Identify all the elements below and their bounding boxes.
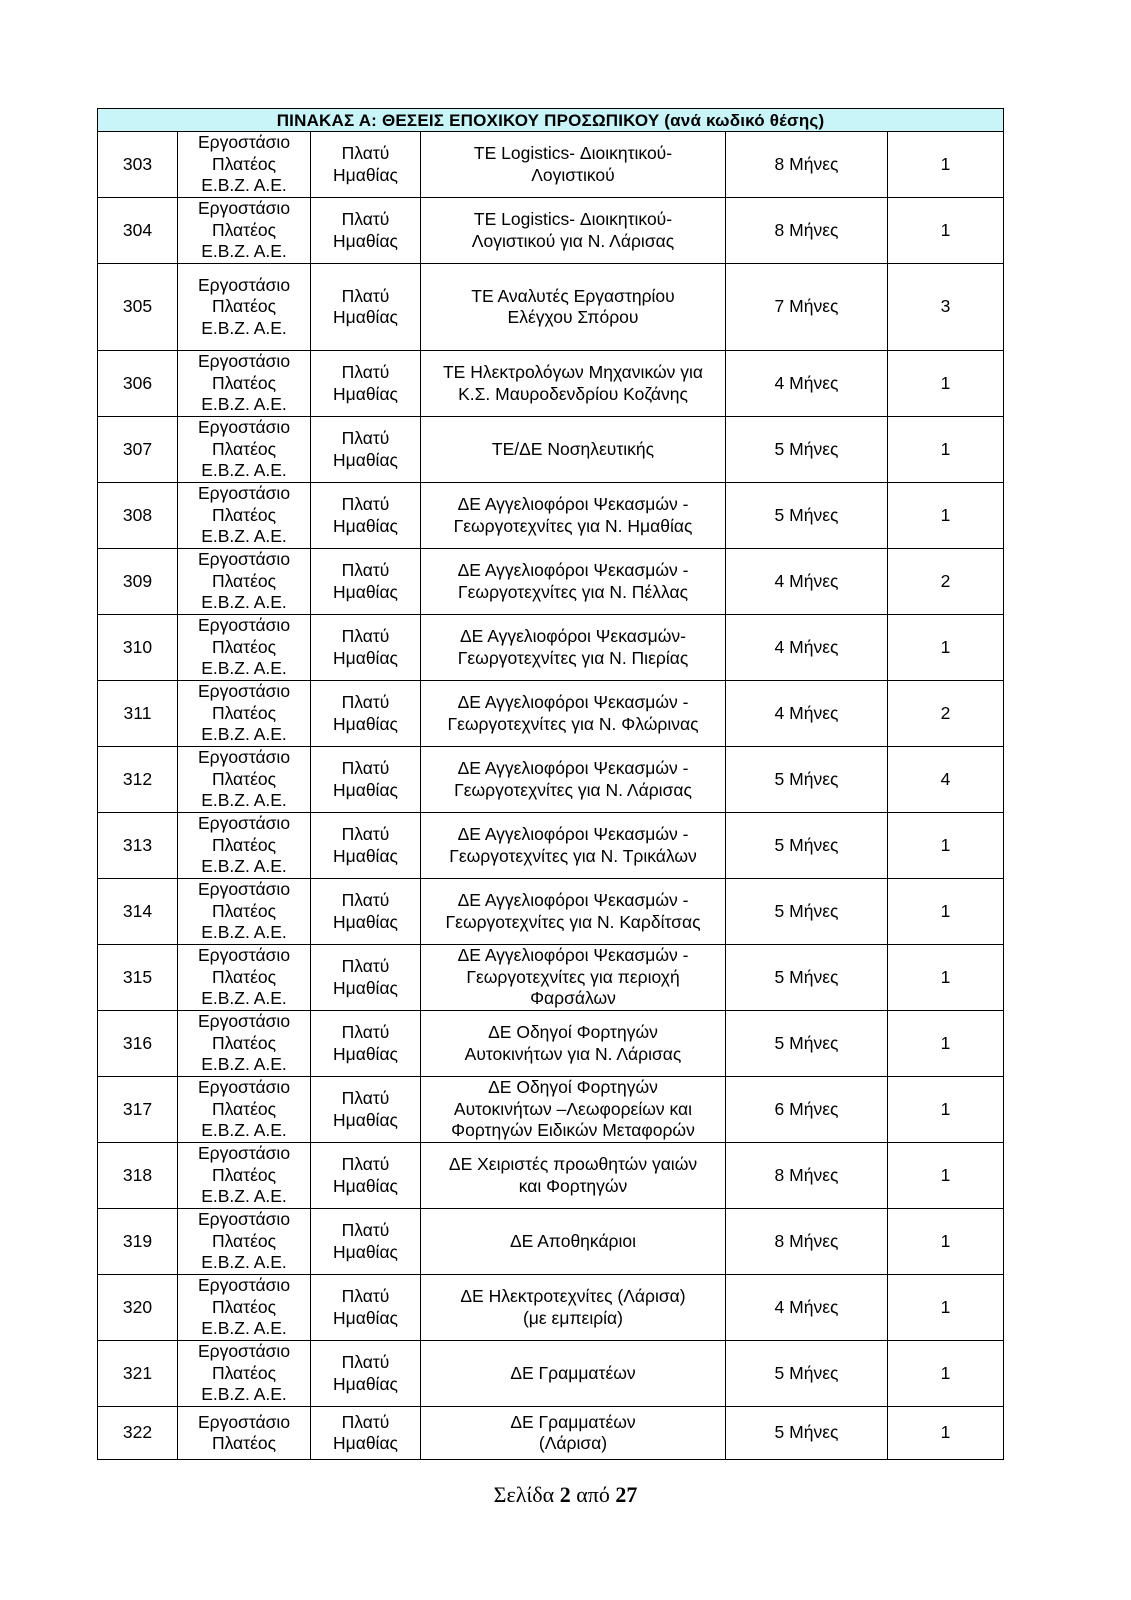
cell-employer: Εργοστάσιο Πλατέος Ε.Β.Ζ. Α.Ε. — [178, 1143, 311, 1209]
cell-code: 315 — [98, 945, 178, 1011]
table-row — [98, 549, 1004, 615]
cell-duration: 6 Μήνες — [726, 1077, 888, 1143]
table-row — [98, 1341, 1004, 1407]
cell-employer: Εργοστάσιο Πλατέος Ε.Β.Ζ. Α.Ε. — [178, 132, 311, 198]
cell-code: 304 — [98, 198, 178, 264]
cell-duration: 4 Μήνες — [726, 615, 888, 681]
cell-specialty: ΔΕ Αγγελιοφόροι Ψεκασμών - Γεωργοτεχνίτες για Ν. Καρδίτσας — [421, 879, 726, 945]
cell-employer: Εργοστάσιο Πλατέος Ε.Β.Ζ. Α.Ε. — [178, 1275, 311, 1341]
cell-positions: 1 — [888, 1011, 1004, 1077]
cell-specialty: ΔΕ Ηλεκτροτεχνίτες (Λάρισα) (με εμπειρία) — [421, 1275, 726, 1341]
table-row — [98, 1077, 1004, 1143]
cell-positions: 2 — [888, 549, 1004, 615]
cell-location: Πλατύ Ημαθίας — [311, 1275, 421, 1341]
cell-duration: 5 Μήνες — [726, 1011, 888, 1077]
cell-employer: Εργοστάσιο Πλατέος Ε.Β.Ζ. Α.Ε. — [178, 945, 311, 1011]
table-row — [98, 1407, 1004, 1460]
cell-employer: Εργοστάσιο Πλατέος Ε.Β.Ζ. Α.Ε. — [178, 813, 311, 879]
cell-employer: Εργοστάσιο Πλατέος — [178, 1407, 311, 1460]
table-row — [98, 417, 1004, 483]
cell-location: Πλατύ Ημαθίας — [311, 198, 421, 264]
cell-code: 321 — [98, 1341, 178, 1407]
table-row — [98, 813, 1004, 879]
table-row — [98, 945, 1004, 1011]
cell-location: Πλατύ Ημαθίας — [311, 747, 421, 813]
table-title-row — [98, 109, 1004, 132]
cell-employer: Εργοστάσιο Πλατέος Ε.Β.Ζ. Α.Ε. — [178, 483, 311, 549]
cell-code: 308 — [98, 483, 178, 549]
table-row — [98, 198, 1004, 264]
cell-duration: 8 Μήνες — [726, 1209, 888, 1275]
cell-location: Πλατύ Ημαθίας — [311, 813, 421, 879]
cell-code: 312 — [98, 747, 178, 813]
cell-positions: 1 — [888, 945, 1004, 1011]
cell-duration: 8 Μήνες — [726, 198, 888, 264]
cell-positions: 1 — [888, 1143, 1004, 1209]
cell-duration: 5 Μήνες — [726, 1341, 888, 1407]
cell-location: Πλατύ Ημαθίας — [311, 1011, 421, 1077]
cell-code: 310 — [98, 615, 178, 681]
cell-specialty: ΤΕ Logistics- Διοικητικού- Λογιστικού — [421, 132, 726, 198]
cell-specialty: ΔΕ Αγγελιοφόροι Ψεκασμών - Γεωργοτεχνίτες για Ν. Λάρισας — [421, 747, 726, 813]
cell-location: Πλατύ Ημαθίας — [311, 1077, 421, 1143]
cell-duration: 5 Μήνες — [726, 813, 888, 879]
cell-code: 307 — [98, 417, 178, 483]
cell-employer: Εργοστάσιο Πλατέος Ε.Β.Ζ. Α.Ε. — [178, 1341, 311, 1407]
cell-duration: 8 Μήνες — [726, 1143, 888, 1209]
cell-employer: Εργοστάσιο Πλατέος Ε.Β.Ζ. Α.Ε. — [178, 351, 311, 417]
cell-duration: 5 Μήνες — [726, 483, 888, 549]
cell-specialty: ΔΕ Αγγελιοφόροι Ψεκασμών - Γεωργοτεχνίτες για Ν. Φλώρινας — [421, 681, 726, 747]
cell-location: Πλατύ Ημαθίας — [311, 1341, 421, 1407]
cell-positions: 1 — [888, 1077, 1004, 1143]
cell-specialty: ΔΕ Αποθηκάριοι — [421, 1209, 726, 1275]
cell-positions: 1 — [888, 132, 1004, 198]
cell-positions: 1 — [888, 615, 1004, 681]
cell-code: 314 — [98, 879, 178, 945]
cell-duration: 5 Μήνες — [726, 945, 888, 1011]
table-row — [98, 1209, 1004, 1275]
cell-employer: Εργοστάσιο Πλατέος Ε.Β.Ζ. Α.Ε. — [178, 615, 311, 681]
cell-employer: Εργοστάσιο Πλατέος Ε.Β.Ζ. Α.Ε. — [178, 549, 311, 615]
cell-code: 313 — [98, 813, 178, 879]
table-row — [98, 615, 1004, 681]
table-row — [98, 681, 1004, 747]
table-row — [98, 747, 1004, 813]
footer-prefix: Σελίδα — [493, 1482, 555, 1507]
cell-specialty: ΤΕ/ΔΕ Νοσηλευτικής — [421, 417, 726, 483]
cell-employer: Εργοστάσιο Πλατέος Ε.Β.Ζ. Α.Ε. — [178, 747, 311, 813]
table-row — [98, 132, 1004, 198]
cell-positions: 1 — [888, 198, 1004, 264]
cell-code: 319 — [98, 1209, 178, 1275]
cell-code: 318 — [98, 1143, 178, 1209]
cell-specialty: ΤΕ Logistics- Διοικητικού- Λογιστικού για Ν. Λάρισας — [421, 198, 726, 264]
cell-positions: 1 — [888, 1209, 1004, 1275]
cell-positions: 1 — [888, 351, 1004, 417]
cell-location: Πλατύ Ημαθίας — [311, 1143, 421, 1209]
table-row — [98, 264, 1004, 351]
cell-specialty: ΤΕ Αναλυτές Εργαστηρίου Ελέγχου Σπόρου — [421, 264, 726, 351]
cell-employer: Εργοστάσιο Πλατέος Ε.Β.Ζ. Α.Ε. — [178, 879, 311, 945]
cell-location: Πλατύ Ημαθίας — [311, 483, 421, 549]
cell-positions: 1 — [888, 483, 1004, 549]
cell-location: Πλατύ Ημαθίας — [311, 264, 421, 351]
table-row — [98, 1011, 1004, 1077]
cell-location: Πλατύ Ημαθίας — [311, 945, 421, 1011]
cell-duration: 5 Μήνες — [726, 1407, 888, 1460]
cell-duration: 5 Μήνες — [726, 417, 888, 483]
cell-positions: 2 — [888, 681, 1004, 747]
cell-specialty: ΔΕ Αγγελιοφόροι Ψεκασμών - Γεωργοτεχνίτες για Ν. Τρικάλων — [421, 813, 726, 879]
cell-duration: 4 Μήνες — [726, 1275, 888, 1341]
table-row — [98, 1143, 1004, 1209]
cell-specialty: ΔΕ Χειριστές προωθητών γαιών και Φορτηγών — [421, 1143, 726, 1209]
cell-positions: 1 — [888, 1341, 1004, 1407]
cell-duration: 5 Μήνες — [726, 747, 888, 813]
cell-location: Πλατύ Ημαθίας — [311, 879, 421, 945]
cell-positions: 1 — [888, 813, 1004, 879]
cell-code: 311 — [98, 681, 178, 747]
cell-employer: Εργοστάσιο Πλατέος Ε.Β.Ζ. Α.Ε. — [178, 1011, 311, 1077]
cell-employer: Εργοστάσιο Πλατέος Ε.Β.Ζ. Α.Ε. — [178, 264, 311, 351]
footer-separator: από — [576, 1482, 610, 1507]
cell-location: Πλατύ Ημαθίας — [311, 1209, 421, 1275]
cell-code: 306 — [98, 351, 178, 417]
cell-employer: Εργοστάσιο Πλατέος Ε.Β.Ζ. Α.Ε. — [178, 198, 311, 264]
cell-location: Πλατύ Ημαθίας — [311, 351, 421, 417]
cell-location: Πλατύ Ημαθίας — [311, 681, 421, 747]
table-row — [98, 483, 1004, 549]
table-row — [98, 879, 1004, 945]
cell-positions: 1 — [888, 879, 1004, 945]
cell-duration: 8 Μήνες — [726, 132, 888, 198]
footer-page-number: 2 — [559, 1482, 571, 1507]
cell-code: 317 — [98, 1077, 178, 1143]
cell-positions: 1 — [888, 417, 1004, 483]
page-footer — [0, 1482, 1131, 1508]
cell-specialty: ΤΕ Ηλεκτρολόγων Μηχανικών για Κ.Σ. Μαυροδενδρίου Κοζάνης — [421, 351, 726, 417]
cell-employer: Εργοστάσιο Πλατέος Ε.Β.Ζ. Α.Ε. — [178, 1077, 311, 1143]
cell-location: Πλατύ Ημαθίας — [311, 417, 421, 483]
cell-code: 316 — [98, 1011, 178, 1077]
cell-positions: 1 — [888, 1275, 1004, 1341]
cell-code: 320 — [98, 1275, 178, 1341]
cell-specialty: ΔΕ Αγγελιοφόροι Ψεκασμών - Γεωργοτεχνίτες για Ν. Ημαθίας — [421, 483, 726, 549]
cell-employer: Εργοστάσιο Πλατέος Ε.Β.Ζ. Α.Ε. — [178, 1209, 311, 1275]
cell-specialty: ΔΕ Αγγελιοφόροι Ψεκασμών - Γεωργοτεχνίτες για περιοχή Φαρσάλων — [421, 945, 726, 1011]
cell-employer: Εργοστάσιο Πλατέος Ε.Β.Ζ. Α.Ε. — [178, 417, 311, 483]
footer-page-total: 27 — [615, 1482, 638, 1507]
table-row — [98, 1275, 1004, 1341]
cell-code: 305 — [98, 264, 178, 351]
cell-specialty: ΔΕ Γραμματέων (Λάρισα) — [421, 1407, 726, 1460]
cell-specialty: ΔΕ Αγγελιοφόροι Ψεκασμών- Γεωργοτεχνίτες για Ν. Πιερίας — [421, 615, 726, 681]
cell-positions: 3 — [888, 264, 1004, 351]
cell-duration: 4 Μήνες — [726, 681, 888, 747]
cell-duration: 4 Μήνες — [726, 549, 888, 615]
cell-positions: 1 — [888, 1407, 1004, 1460]
cell-code: 309 — [98, 549, 178, 615]
cell-location: Πλατύ Ημαθίας — [311, 132, 421, 198]
table-row — [98, 351, 1004, 417]
cell-duration: 4 Μήνες — [726, 351, 888, 417]
cell-employer: Εργοστάσιο Πλατέος Ε.Β.Ζ. Α.Ε. — [178, 681, 311, 747]
cell-code: 303 — [98, 132, 178, 198]
cell-duration: 7 Μήνες — [726, 264, 888, 351]
positions-table — [97, 108, 1004, 1460]
cell-location: Πλατύ Ημαθίας — [311, 1407, 421, 1460]
cell-specialty: ΔΕ Αγγελιοφόροι Ψεκασμών - Γεωργοτεχνίτες για Ν. Πέλλας — [421, 549, 726, 615]
table-title: ΠΙΝΑΚΑΣ Α: ΘΕΣΕΙΣ ΕΠΟΧΙΚΟΥ ΠΡΟΣΩΠΙΚΟΥ (ανά κωδικό θέσης) — [98, 109, 1004, 132]
cell-specialty: ΔΕ Οδηγοί Φορτηγών Αυτοκινήτων –Λεωφορείων και Φορτηγών Ειδικών Μεταφορών — [421, 1077, 726, 1143]
cell-location: Πλατύ Ημαθίας — [311, 549, 421, 615]
cell-location: Πλατύ Ημαθίας — [311, 615, 421, 681]
cell-positions: 4 — [888, 747, 1004, 813]
cell-specialty: ΔΕ Γραμματέων — [421, 1341, 726, 1407]
cell-duration: 5 Μήνες — [726, 879, 888, 945]
cell-code: 322 — [98, 1407, 178, 1460]
cell-specialty: ΔΕ Οδηγοί Φορτηγών Αυτοκινήτων για Ν. Λάρισας — [421, 1011, 726, 1077]
